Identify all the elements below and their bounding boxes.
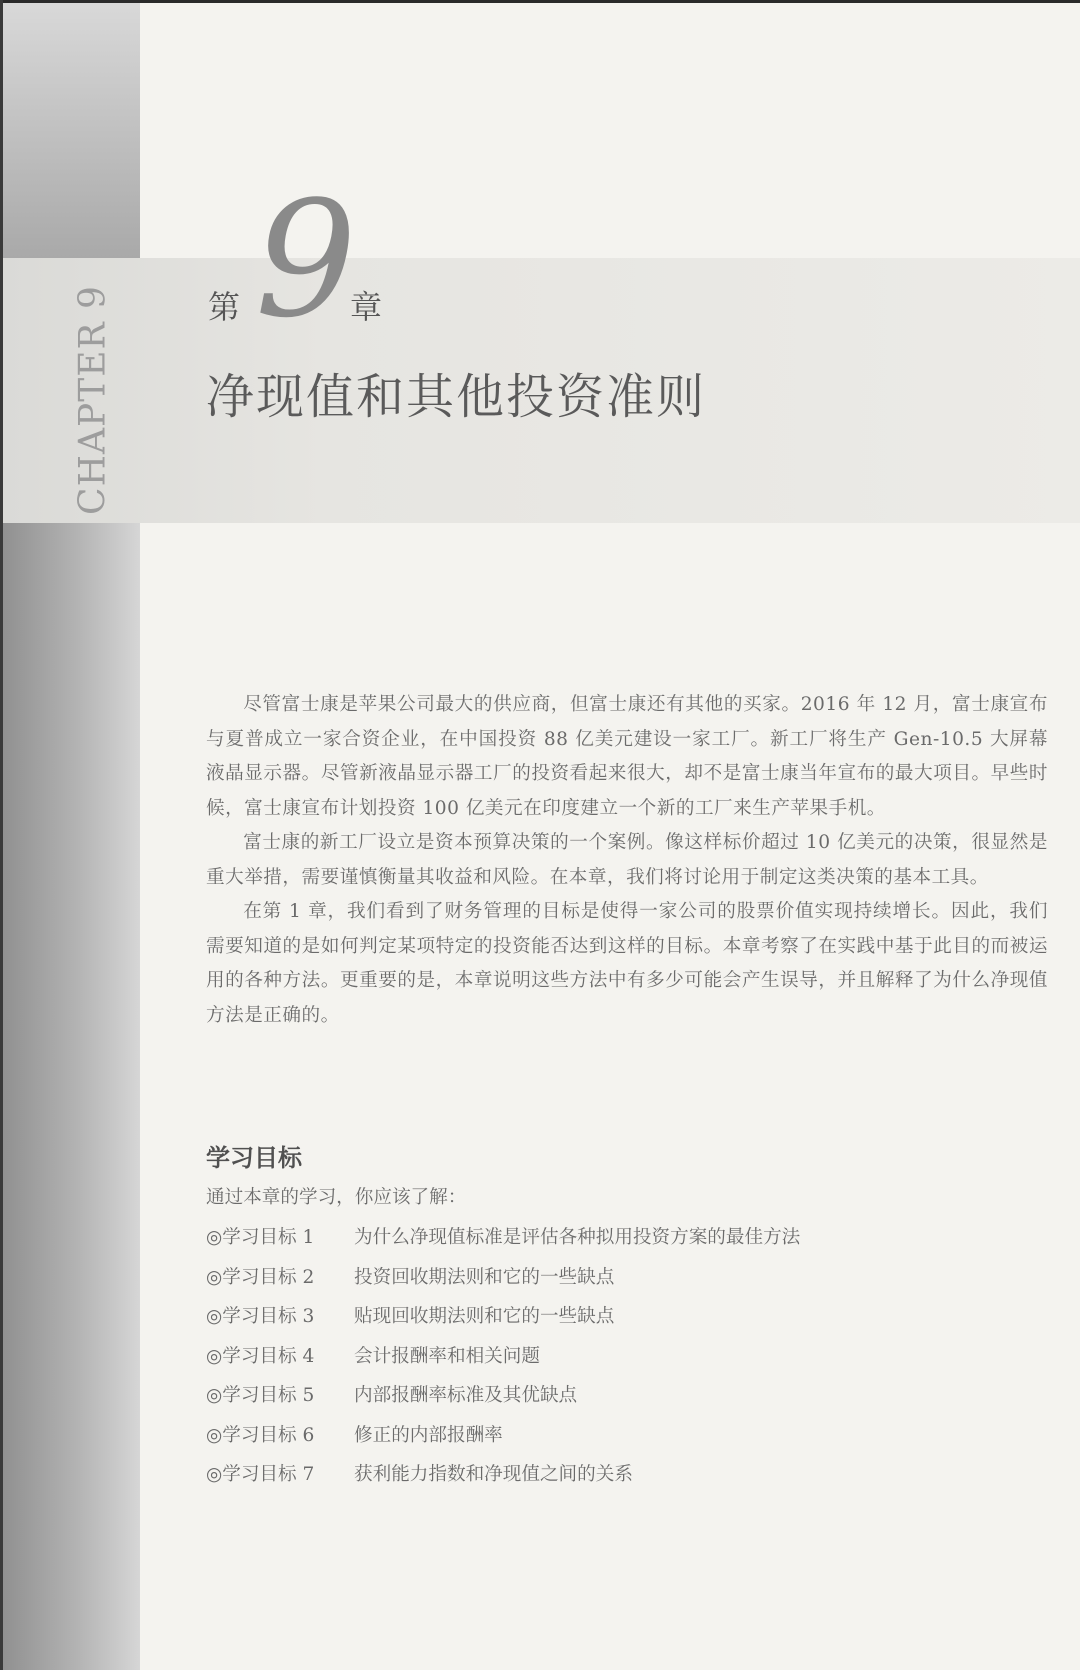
objective-label: ◎学习目标 4 xyxy=(206,1345,315,1367)
chapter-title: 净现值和其他投资准则 xyxy=(206,369,707,425)
objective-label: ◎学习目标 2 xyxy=(206,1266,315,1288)
objectives-intro: 通过本章的学习，你应该了解： xyxy=(206,1187,467,1208)
objective-item xyxy=(206,1258,1048,1298)
objective-text: 为什么净现值标准是评估各种拟用投资方案的最佳方法 xyxy=(354,1227,801,1248)
objective-item xyxy=(206,1218,1048,1258)
chapter-vertical-label xyxy=(58,285,128,515)
objective-text: 投资回收期法则和它的一些缺点 xyxy=(354,1266,615,1288)
objective-label: ◎学习目标 6 xyxy=(206,1424,315,1446)
chapter-prefix: 第 xyxy=(208,288,241,326)
objective-item xyxy=(206,1416,1048,1456)
side-strip-top xyxy=(0,0,140,258)
objective-text: 贴现回收期法则和它的一些缺点 xyxy=(354,1306,615,1327)
paragraph: 在第 1 章，我们看到了财务管理的目标是使得一家公司的股票价值实现持续增长。因此，我们需要知道的是如何判定某项特定的投资能否达到这样的目标。本章考察了在实践中基于此目的而被运用的各种方法。更重要的是，本章说明这些方法中有多少可能会产生误导，并且解释了为什么净现值方法是正确的。 xyxy=(206,901,1048,1026)
intro-text xyxy=(206,688,1048,1033)
objective-item xyxy=(206,1337,1048,1377)
chapter-number: 9 xyxy=(255,166,357,353)
objective-label: ◎学习目标 1 xyxy=(206,1227,315,1248)
objective-label: ◎学习目标 3 xyxy=(206,1306,315,1327)
objective-text: 修正的内部报酬率 xyxy=(354,1424,503,1446)
objective-text: 会计报酬率和相关问题 xyxy=(354,1345,540,1367)
page-left-edge xyxy=(0,0,3,1670)
objective-label: ◎学习目标 7 xyxy=(206,1464,315,1485)
objective-text: 获利能力指数和净现值之间的关系 xyxy=(354,1464,633,1485)
page-top-edge xyxy=(0,0,1080,3)
paragraph: 富士康的新工厂设立是资本预算决策的一个案例。像这样标价超过 10 亿美元的决策，很显然是重大举措，需要谨慎衡量其收益和风险。在本章，我们将讨论用于制定这类决策的基本工具。 xyxy=(206,832,1048,888)
objective-label: ◎学习目标 5 xyxy=(206,1385,315,1406)
paragraph: 尽管富士康是苹果公司最大的供应商，但富士康还有其他的买家。2016 年 12 月，富士康宣布与夏普成立一家合资企业，在中国投资 88 亿美元建设一家工厂。新工厂将生产 Gen-10.5 大屏幕液晶显示器。尽管新液晶显示器工厂的投资看起来很大，却不是富士康当年宣布的最大项目。早些时候，富士康宣布计划投资 100 亿美元在印度建立一个新的工厂来生产苹果手机。 xyxy=(206,694,1048,819)
learning-objectives xyxy=(206,1138,1048,1495)
objective-item xyxy=(206,1376,1048,1416)
chapter-suffix: 章 xyxy=(350,288,383,326)
objective-text: 内部报酬率标准及其优缺点 xyxy=(354,1385,578,1406)
chapter-vertical-text: CHAPTER 9 xyxy=(72,285,114,515)
objective-item xyxy=(206,1455,1048,1495)
objectives-heading: 学习目标 xyxy=(206,1144,302,1172)
objective-item xyxy=(206,1297,1048,1337)
objectives-list xyxy=(206,1218,1048,1495)
